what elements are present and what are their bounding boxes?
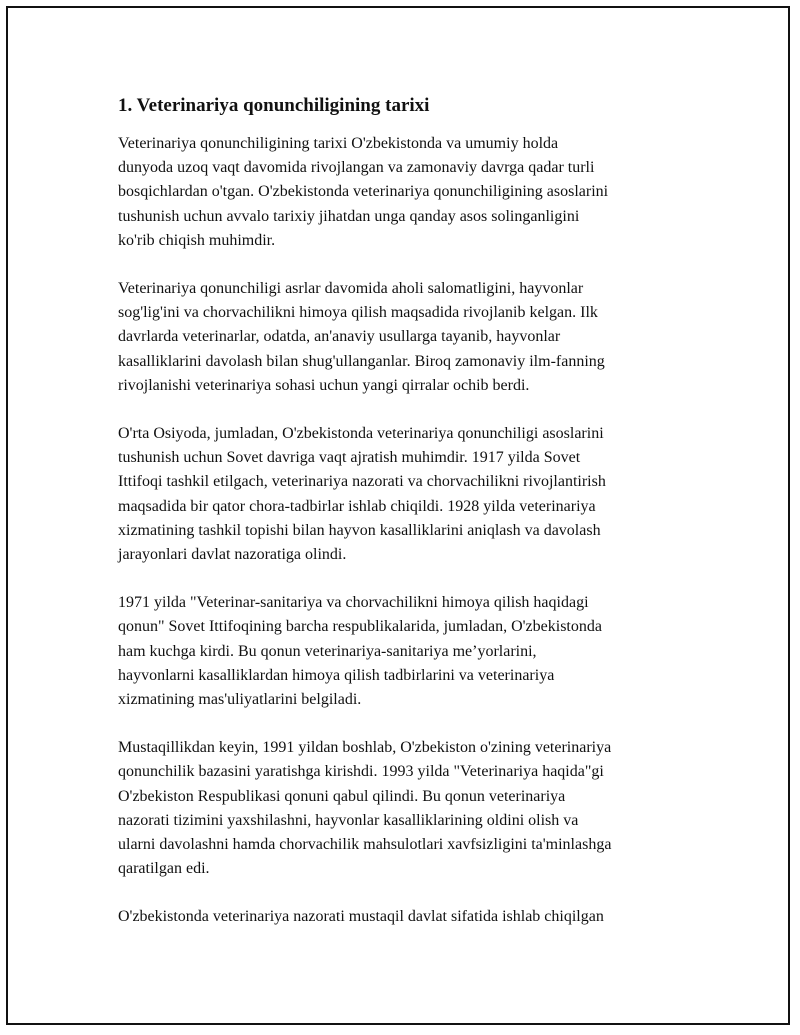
text-line: bosqichlardan o'tgan. O'zbekistonda veterinariya qonunchiligining asoslarini <box>118 183 609 201</box>
text-line: qonun" Sovet Ittifoqining barcha respublikalarida, jumladan, O'zbekistonda <box>118 618 602 636</box>
text-line: xizmatining tashkil topishi bilan hayvon kasalliklarini aniqlash va davolash <box>118 521 601 539</box>
text-line: sog'lig'ini va chorvachilikni himoya qilish maqsadida rivojlanib kelgan. Ilk <box>118 304 598 322</box>
paragraph-4 <box>118 591 698 712</box>
text-line: qaratilgan edi. <box>118 860 210 878</box>
text-line: ko'rib chiqish muhimdir. <box>118 231 276 249</box>
text-line: rivojlanishi veterinariya sohasi uchun yangi qirralar ochib berdi. <box>118 376 530 394</box>
section-heading: 1. Veterinariya qonunchiligining tarixi <box>118 95 430 116</box>
text-line: maqsadida bir qator chora-tadbirlar ishlab chiqildi. 1928 yilda veterinariya <box>118 497 596 515</box>
text-line: Mustaqillikdan keyin, 1991 yildan boshlab, O'zbekiston o'zining veterinariya <box>118 739 612 757</box>
text-line: Veterinariya qonunchiligining tarixi O'zbekistonda va umumiy holda <box>118 135 559 152</box>
text-line: hayvonlarni kasalliklardan himoya qilish tadbirlarini va veterinariya <box>118 666 555 684</box>
text-line: Veterinariya qonunchiligi asrlar davomida aholi salomatligini, hayvonlar <box>118 280 584 298</box>
paragraph-5 <box>118 736 698 881</box>
text-line: O'rta Osiyoda, jumladan, O'zbekistonda veterinariya qonunchiligi asoslarini <box>118 425 604 443</box>
text-line: ham kuchga kirdi. Bu qonun veterinariya-sanitariya me’yorlarini, <box>118 642 537 660</box>
text-line: xizmatining mas'uliyatlarini belgiladi. <box>118 691 362 709</box>
text-line: Ittifoqi tashkil etilgach, veterinariya nazorati va chorvachilikni rivojlantirish <box>118 473 606 491</box>
paragraph-6 <box>118 905 698 929</box>
text-line: jarayonlari davlat nazoratiga olindi. <box>118 546 347 564</box>
text-line: 1971 yilda "Veterinar-sanitariya va chorvachilikni himoya qilish haqidagi <box>118 594 589 612</box>
text-line: tushunish uchun avvalo tarixiy jihatdan unga qanday asos solinganligini <box>118 207 580 225</box>
text-line: nazorati tizimini yaxshilashni, hayvonlar kasalliklarining oldini olish va <box>118 811 579 829</box>
text-line: tushunish uchun Sovet davriga vaqt ajratish muhimdir. 1917 yilda Sovet <box>118 449 581 467</box>
paragraph-1 <box>118 132 698 253</box>
text-line: qonunchilik bazasini yaratishga kirishdi. 1993 yilda "Veterinariya haqida"gi <box>118 763 604 781</box>
text-line: O'zbekistonda veterinariya nazorati mustaqil davlat sifatida ishlab chiqilgan <box>118 908 604 926</box>
text-line: dunyoda uzoq vaqt davomida rivojlangan va zamonaviy davrga qadar turli <box>118 159 595 177</box>
text-line: ularni davolashni hamda chorvachilik mahsulotlari xavfsizligini ta'minlashga <box>118 836 612 854</box>
document-body <box>118 92 698 954</box>
paragraph-2 <box>118 277 698 398</box>
paragraph-3 <box>118 422 698 567</box>
text-line: O'zbekiston Respublikasi qonuni qabul qilindi. Bu qonun veterinariya <box>118 787 566 805</box>
text-line: davrlarda veterinarlar, odatda, an'anaviy usullarga tayanib, hayvonlar <box>118 328 561 346</box>
text-line: kasalliklarini davolash bilan shug'ullanganlar. Biroq zamonaviy ilm-fanning <box>118 352 605 370</box>
